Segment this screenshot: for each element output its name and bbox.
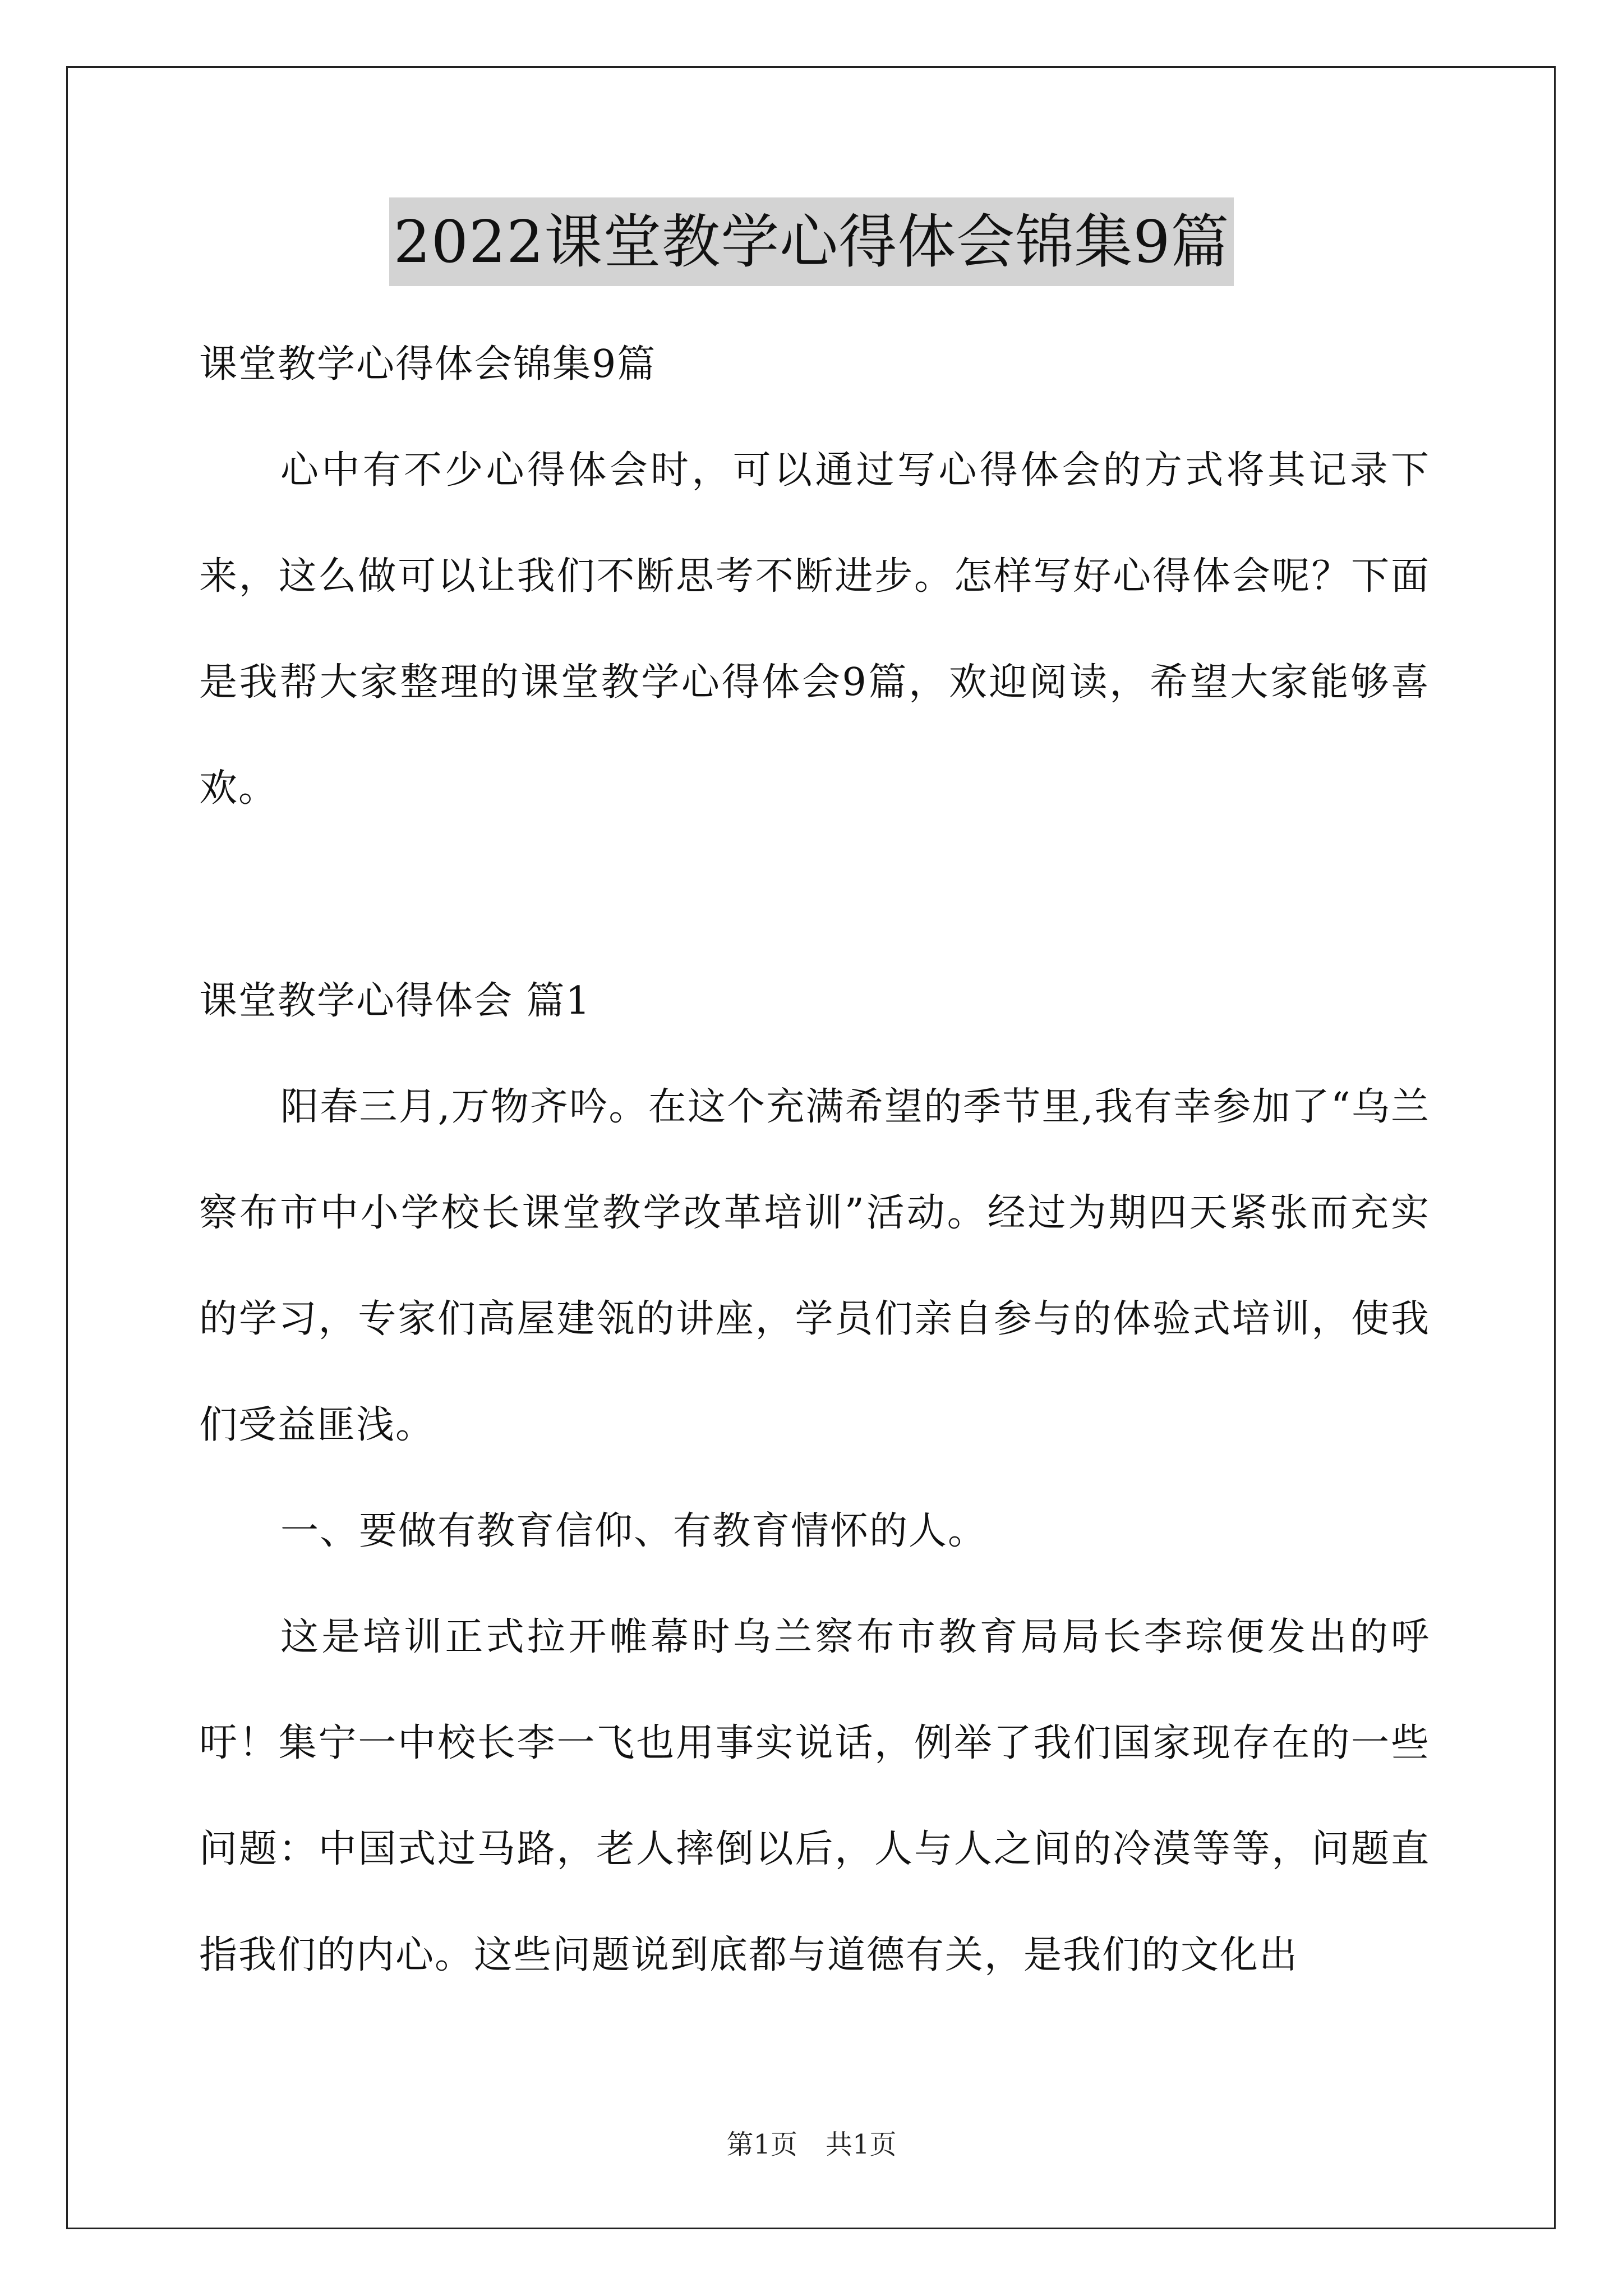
page-number-current: 第1页: [726, 2129, 797, 2160]
document-subtitle: 课堂教学心得体会锦集9篇: [199, 342, 657, 386]
page-footer: [0, 2128, 1623, 2161]
document-body: [199, 311, 1430, 2008]
document-title-text: 2022课堂教学心得体会锦集9篇: [389, 197, 1234, 286]
body-paragraph: 这是培训正式拉开帷幕时乌兰察布市教育局局长李琮便发出的呼吁！集宁一中校长李一飞也用事实说话，例举了我们国家现存在的一些问题：中国式过马路，老人摔倒以后，人与人之间的冷漠等等，问题直指我们的内心。这些问题说到底都与道德有关，是我们的文化出: [199, 1615, 1430, 1977]
intro-paragraph: 心中有不少心得体会时，可以通过写心得体会的方式将其记录下来，这么做可以让我们不断思考不断进步。怎样写好心得体会呢？下面是我帮大家整理的课堂教学心得体会9篇，欢迎阅读，希望大家能够喜欢。: [199, 448, 1430, 811]
document-title: [0, 197, 1623, 286]
body-paragraph: 阳春三月,万物齐吟。在这个充满希望的季节里,我有幸参加了“乌兰察布市中小学校长课堂教学改革培训”活动。经过为期四天紧张而充实的学习，专家们高屋建瓴的讲座，学员们亲自参与的体验式培训，使我们受益匪浅。: [199, 1085, 1430, 1447]
body-paragraph: 一、要做有教育信仰、有教育情怀的人。: [280, 1509, 988, 1553]
section-heading: 课堂教学心得体会 篇1: [199, 979, 591, 1023]
page-number-total: 共1页: [826, 2129, 897, 2160]
